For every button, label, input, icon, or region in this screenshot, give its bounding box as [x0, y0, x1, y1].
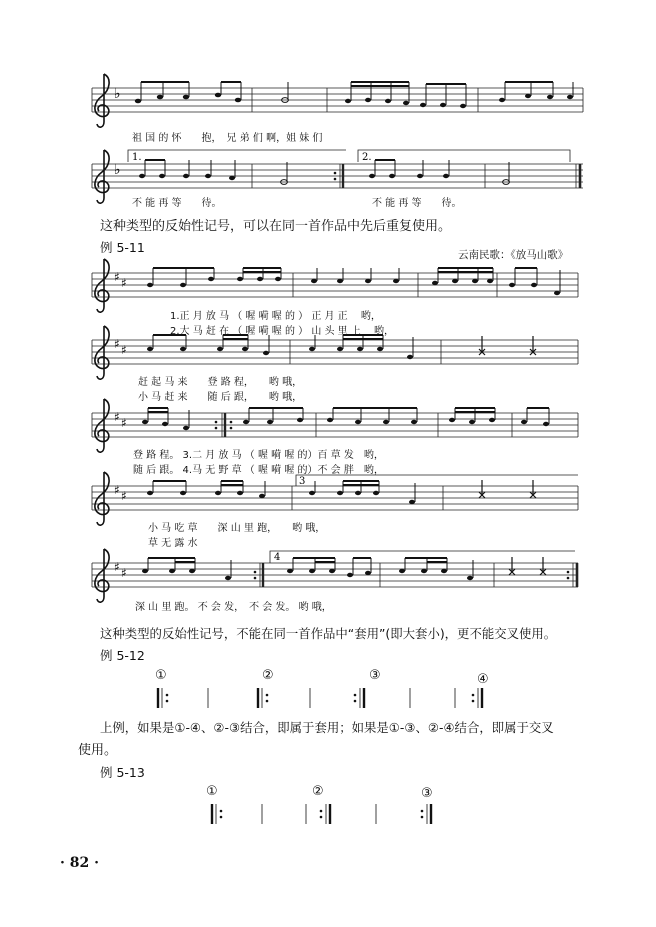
marker-3: ③ [369, 668, 381, 683]
lyric-line-2a: 不 能 再 等 待。 [132, 198, 222, 209]
lyric-line-5a: 登 路 程。 3.二 月 放 马 （ 喔 嗬 喔 的）百 草 发 哟， [133, 450, 384, 461]
sharp-sign-icon: ♯ [114, 270, 120, 284]
svg-text:♯: ♯ [114, 337, 120, 351]
svg-text:♯: ♯ [121, 343, 127, 357]
paragraph-1: 这种类型的反始性记号，可以在同一首作品中先后重复使用。 [100, 219, 452, 234]
lyric-line-3b: 2.大 马 赶 在 （ 喔 嗬 喔 的 ） 山 头 里 上 哟， [170, 326, 395, 337]
paragraph-2: 这种类型的反始性记号，不能在同一首作品中“套用”(即大套小)，更不能交叉使用。 [100, 626, 557, 641]
marker-1: ① [155, 668, 167, 683]
source-credit: 云南民歌：《放马山歌》 [458, 249, 569, 261]
svg-text:♯: ♯ [121, 566, 127, 580]
example-5-12-label: 例 5-12 [100, 648, 145, 663]
lyric-line-4b: 小 马 赶 来 随 后 跟， 哟 哦， [138, 392, 303, 403]
svg-text:♯: ♯ [121, 416, 127, 430]
volta-4-label: 4 [274, 552, 281, 563]
marker-1b: ① [206, 784, 218, 799]
treble-clef-icon [95, 472, 109, 525]
marker-2b: ② [312, 784, 324, 799]
staff-system-5 [92, 399, 578, 452]
lyric-line-7: 深 山 里 跑。 不 会 发， 不 会 发。 哟 哦， [135, 602, 332, 613]
marker-3b: ③ [421, 786, 433, 801]
marker-4: ④ [477, 672, 489, 687]
treble-clef-icon [95, 549, 109, 602]
repeat-diagram-5-13 [212, 804, 431, 824]
flat-sign-icon: ♭ [114, 86, 121, 102]
volta-2-label: 2. [362, 152, 372, 163]
paragraph-3-line-2: 使用。 [78, 743, 118, 758]
flat-sign-icon: ♭ [114, 162, 121, 178]
volta-brackets [128, 150, 570, 162]
volta-3-label: 3 [299, 476, 306, 487]
svg-text:♯: ♯ [114, 560, 120, 574]
treble-clef-icon [95, 399, 109, 452]
beams [141, 82, 553, 86]
treble-clef-icon [95, 74, 109, 127]
lyric-line-6b: 草 无 露 水 [148, 538, 198, 549]
lyric-line-4a: 赶 起 马 来 登 路 程， 哟 哦， [138, 377, 303, 388]
svg-text:♯: ♯ [121, 489, 127, 503]
repeat-diagram-5-12 [158, 688, 482, 708]
lyric-line-3a: 1.正 月 放 马 （ 喔 嗬 喔 的 ） 正 月 正 哟， [170, 311, 381, 322]
notes [139, 174, 509, 185]
page-number: · 82 · [60, 855, 99, 871]
lyric-line-5b: 随 后 跟。 4.马 无 野 草 （ 喔 嗬 喔 的）不 会 胖 哟， [133, 465, 384, 476]
treble-clef-icon [95, 150, 109, 203]
lyric-line-6a: 小 马 吃 草 深 山 里 跑， 哟 哦， [148, 523, 326, 534]
treble-clef-icon [95, 326, 109, 379]
example-5-11-label: 例 5-11 [100, 240, 145, 255]
staff-system-7 [92, 549, 578, 602]
staff-system-1 [92, 74, 583, 127]
volta-1-label: 1. [132, 152, 142, 163]
treble-clef-icon [95, 259, 109, 312]
svg-text:♯: ♯ [121, 276, 127, 290]
staff-system-6 [92, 472, 578, 525]
svg-text:♯: ♯ [114, 410, 120, 424]
staff-system-3 [92, 259, 578, 312]
marker-2: ② [262, 668, 274, 683]
lyric-line-1: 祖 国 的 怀 抱， 兄 弟 们 啊，姐 妹 们 [132, 133, 323, 144]
svg-text:♯: ♯ [114, 483, 120, 497]
paragraph-3-line-1: 上例，如果是①-④、②-③结合，即属于套用；如果是①-③、②-④结合，即属于交叉 [100, 720, 554, 735]
example-5-13-label: 例 5-13 [100, 765, 145, 780]
lyric-line-2b: 不 能 再 等 待。 [372, 198, 462, 209]
